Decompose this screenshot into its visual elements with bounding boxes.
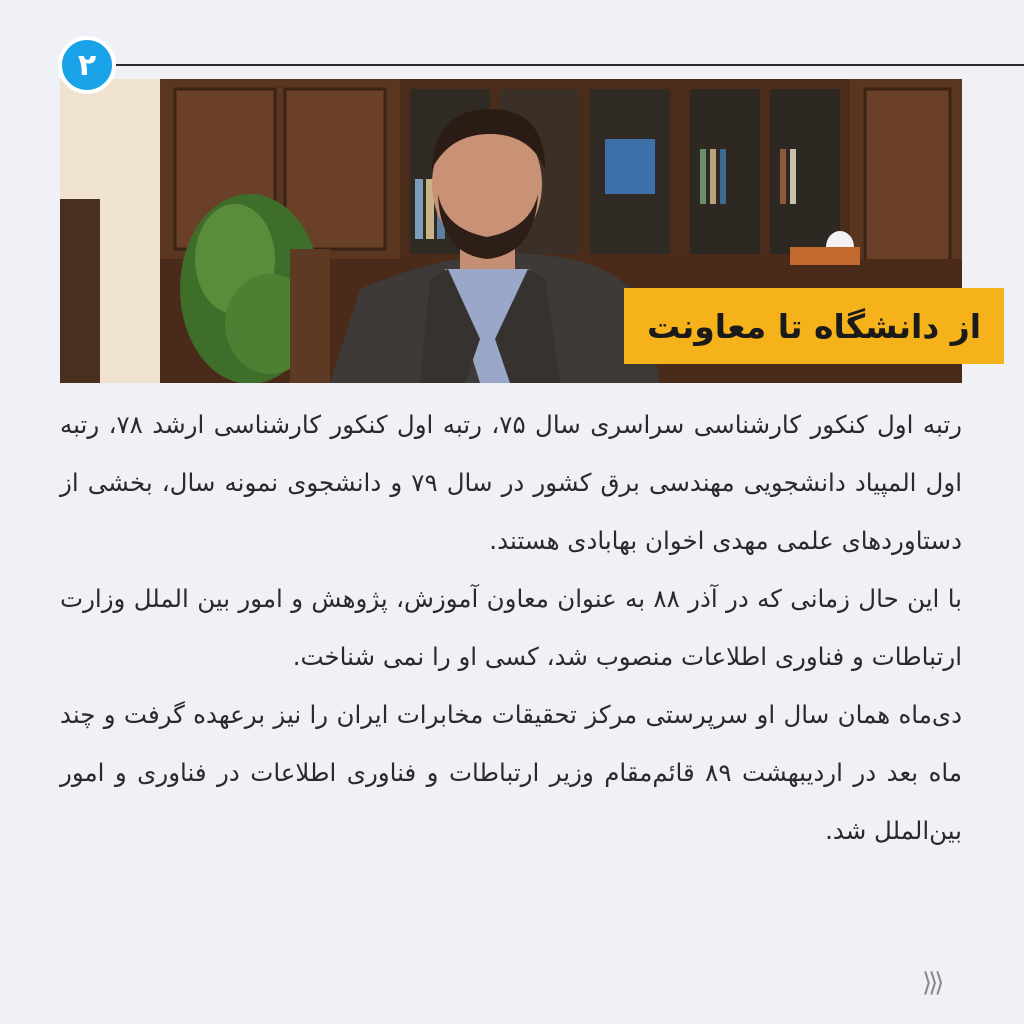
paragraph-3: دی‌ماه همان سال او سرپرستی مرکز تحقیقات مخابرات ایران را نیز برعهده گرفت و چند ماه بعد در اردیبهشت ۸۹ قائم‌مقام وزیر ارتباطات و فناوری اطلاعات در فناوری و امور بین‌الملل شد.	[60, 700, 962, 845]
paragraph-2: با این حال زمانی که در آذر ۸۸ به عنوان معاون آموزش، پژوهش و امور بین الملل وزارت ارتباطات و فناوری اطلاعات منصوب شد، کسی او را نمی شناخت.	[60, 584, 963, 671]
section-title: از دانشگاه تا معاونت	[624, 288, 1004, 364]
next-page-icon[interactable]: ⟩⟩⟩	[922, 968, 941, 998]
header-rule	[60, 64, 1024, 66]
article-body	[60, 396, 962, 860]
paragraph-1: رتبه اول کنکور کارشناسی سراسری سال ۷۵، رتبه اول کنکور کارشناسی ارشد ۷۸، رتبه اول المپیاد دانشجویی مهندسی برق کشور در سال ۷۹ و دانشجوی نمونه سال، بخشی از دستاوردهای علمی مهدی اخوان بهابادی هستند.	[60, 410, 963, 555]
page-number-badge: ۲	[58, 36, 116, 94]
